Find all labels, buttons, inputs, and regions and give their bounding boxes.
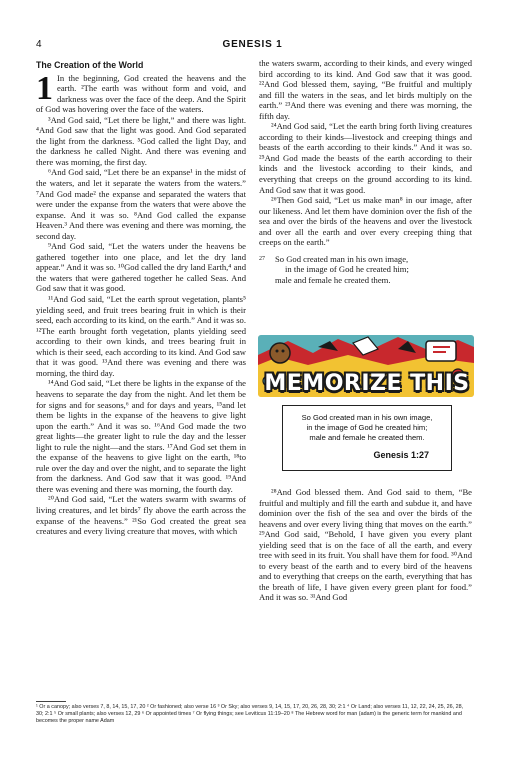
verse-paragraph: ³And God said, “Let there be light,” and there was light. ⁴And God saw that the light was good. And God separated the light from the darkness. ⁵God called the light Day, and the darkness he called Night. And there was evening and there was morning, the first day. [36, 114, 246, 167]
left-column [36, 60, 246, 537]
verse-paragraph: ²⁸And God blessed them. And God said to them, “Be fruitful and multiply and fill the earth and subdue it, and have dominion over the fish of the sea and over the birds of the heavens and over every living thing that moves on the earth.” ²⁹And God said, “Behold, I have given you every plant yielding seed that is on the face of all the earth, and every tree with seed in its fruit. You shall have them for food. ³⁰And to every beast of the earth and to every bird of the heavens and to everything that creeps on the earth, everything that has the breath of life, I have given every green plant for food.” And it was so. ³¹And God [259, 487, 472, 603]
poetry-verse [259, 254, 472, 286]
verse-paragraph: ¹¹And God said, “Let the earth sprout vegetation, plants⁵ yielding seed, and fruit trees bearing fruit in which is their seed, each according to its kind, on the earth.” And it was so. ¹²The earth brought forth vegetation, plants yielding seed according to their own kinds, and trees bearing fruit in which is their seed, each according to its kind. And God saw that it was good. ¹³And there was evening and there was morning, the third day. [36, 294, 246, 378]
memory-verse-line: So God created man in his own image, [301, 413, 433, 422]
poem-line: in the image of God he created him; [285, 264, 409, 275]
chapter-drop-cap: 1 [36, 69, 53, 107]
page-number: 4 [36, 39, 42, 50]
verse-paragraph: ²⁰And God said, “Let the waters swarm with swarms of living creatures, and let birds⁷ fly above the earth across the expanse of the heavens.” ²¹So God created the great sea creatures and every living creature that moves, with which [36, 494, 246, 537]
poem-line: male and female he created them. [275, 275, 391, 286]
section-title: The Creation of the World [36, 60, 144, 70]
memorize-this-box [258, 335, 474, 480]
poem-line: So God created man in his own image, [275, 253, 409, 264]
memory-verse-reference: Genesis 1:27 [373, 449, 429, 460]
book-chapter-heading: GENESIS 1 [222, 39, 283, 50]
footnotes: ¹ Or a canopy; also verses 7, 8, 14, 15, 17, 20 ² Or fashioned; also verse 16 ³ Or Sky; also verses 9, 14, 15, 17, 20, 26, 28, 30; 2:1 ⁴ Or Land; also verses 11, 12, 22, 24, 25, 26, 28, 30; 2:1 ⁵ Or small plants; also verses 12, 29 ⁶ Or appointed times ⁷ Or flying things; see Leviticus 11:19–20 ⁸ The Hebrew word for man (adam) is the generic term for mankind and becomes the proper name Adam [36, 704, 464, 724]
memory-verse-card [282, 405, 452, 471]
verse-paragraph: ¹⁴And God said, “Let there be lights in the expanse of the heavens to separate the day from the night. And let them be for signs and for seasons,⁶ and for days and years, ¹⁵and let them be lights in the expanse of the heavens to give light upon the earth.” And it was so. ¹⁶And God made the two great lights—the greater light to rule the day and the lesser light to rule the night—and the stars. ¹⁷And God set them in the expanse of the heavens to give light on the earth, ¹⁸to rule over the day and over the night, and to separate the light from the darkness. And God saw that it was good. ¹⁹And there was evening and there was morning, the fourth day. [36, 378, 246, 494]
verse-paragraph: ²⁶Then God said, “Let us make man⁸ in our image, after our likeness. And let them have dominion over the fish of the sea and over the birds of the heavens and over the livestock and over all the earth and over every creeping thing that creeps on the earth.” [259, 195, 472, 248]
memorize-title: MEMORIZE THIS [264, 371, 470, 396]
verse-paragraph: ²⁴And God said, “Let the earth bring forth living creatures according to their kinds—livestock and creeping things and beasts of the earth according to their kinds.” And it was so. ²⁵And God made the beasts of the earth according to their kinds and the livestock according to their kinds, and everything that creeps on the ground according to its kind. And God saw that it was good. [259, 121, 472, 195]
memory-verse-line: male and female he created them. [309, 433, 425, 443]
verse-number: 27 [259, 255, 265, 262]
footnote-rule [36, 701, 66, 702]
right-column-top [259, 58, 472, 286]
verse-paragraph: 1 In the beginning, God created the heavens and the earth. ²The earth was without form and void, and darkness was over the face of the deep. And the Spirit of God was hovering over the face of the waters. [36, 69, 246, 115]
right-column-bottom [259, 487, 472, 603]
verse-paragraph: ⁶And God said, “Let there be an expanse¹ in the midst of the waters, and let it separate the waters from the waters.” ⁷And God made² the expanse and separated the waters that were under the expanse from the waters that were above the expanse. And it was so. ⁸And God called the expanse Heaven.³ And there was evening and there was morning, the second day. [36, 167, 246, 241]
verse-paragraph: ⁹And God said, “Let the waters under the heavens be gathered together into one place, and let the dry land appear.” And it was so. ¹⁰God called the dry land Earth,⁴ and the waters that were gathered together he called Seas. And God saw that it was good. [36, 241, 246, 294]
page-header [36, 39, 469, 51]
memory-verse-line: in the image of God he created him; [306, 423, 428, 433]
verse-paragraph: the waters swarm, according to their kinds, and every winged bird according to its kind. And God saw that it was good. ²²And God blessed them, saying, “Be fruitful and multiply and fill the waters in the seas, and let birds multiply on the earth.” ²³And there was evening and there was morning, the fifth day. [259, 58, 472, 121]
